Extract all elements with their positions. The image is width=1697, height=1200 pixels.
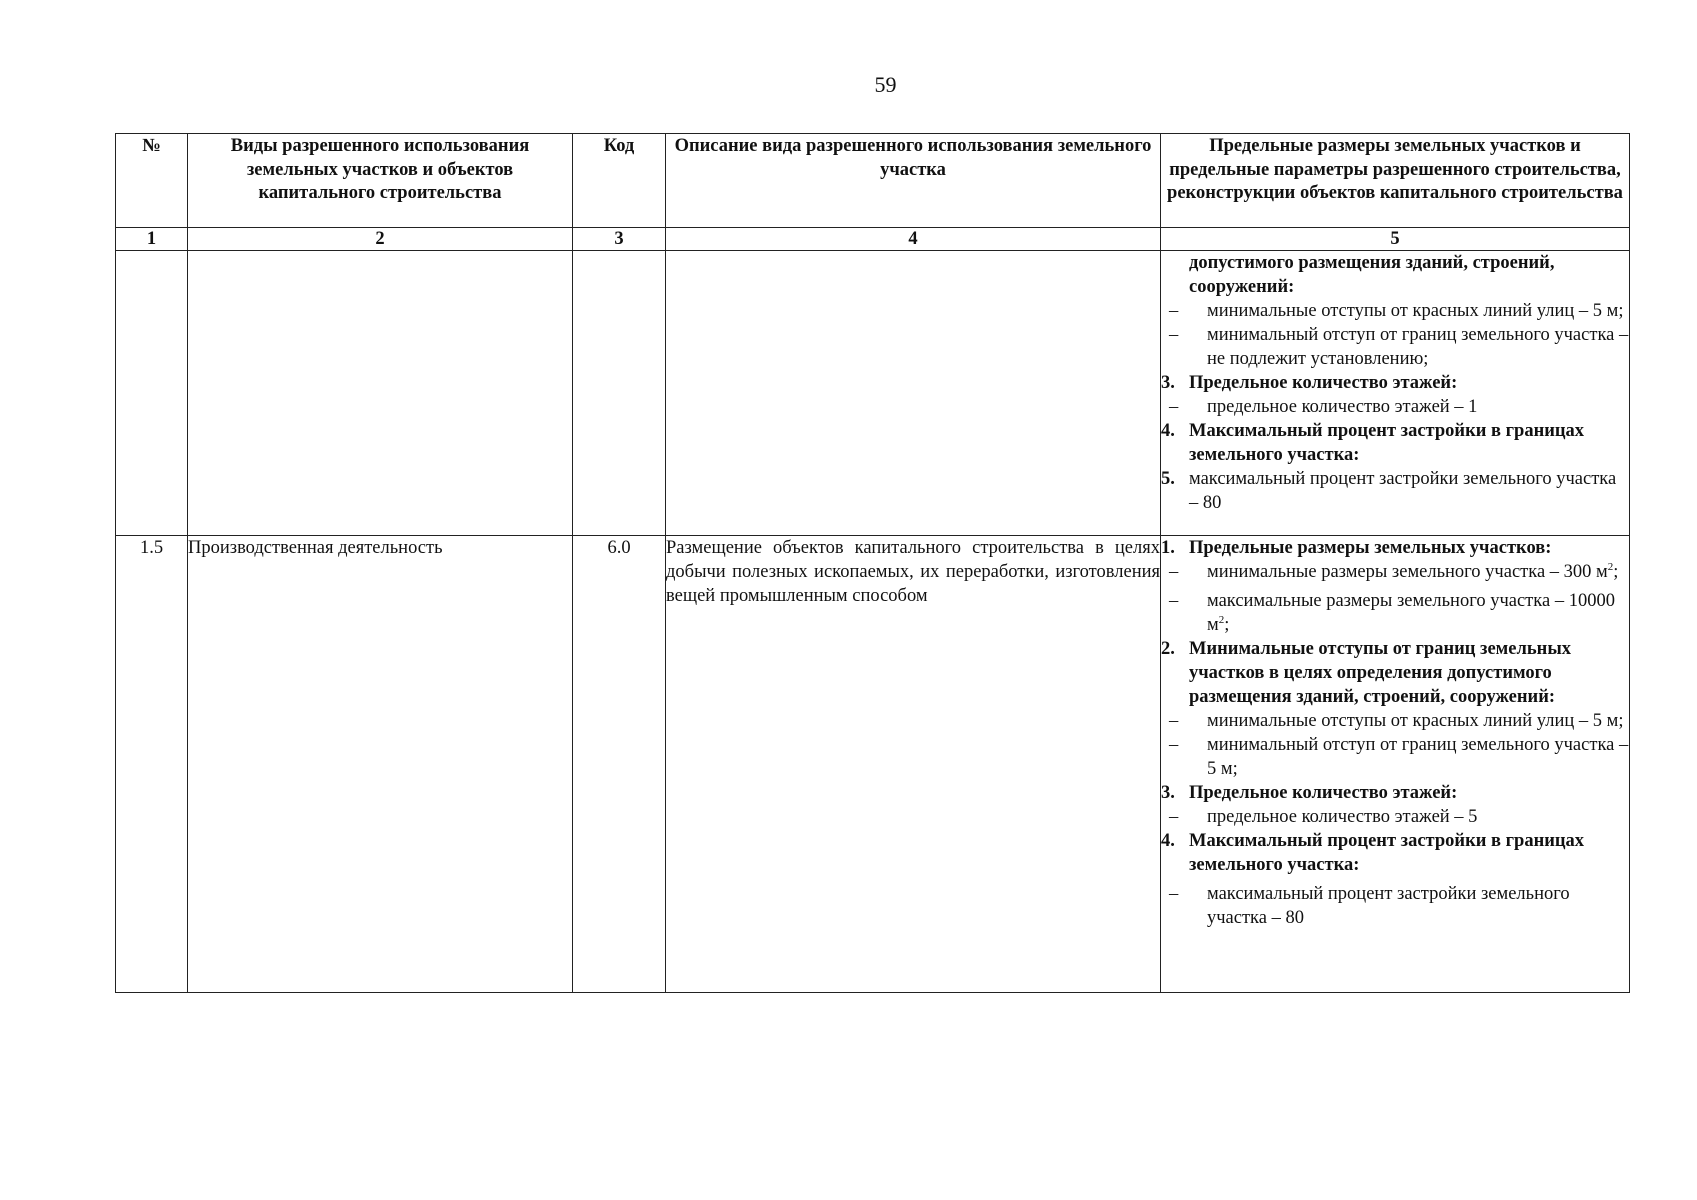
semicolon: ; <box>1613 562 1619 582</box>
item-text: минимальный отступ от границ земельного участка – 5 м; <box>1207 735 1629 779</box>
cell-code: 6.0 <box>573 536 666 993</box>
limits-heading <box>1161 419 1629 467</box>
item-text: минимальный отступ от границ земельного участка – не подлежит установлению; <box>1207 325 1629 369</box>
list-item <box>1161 733 1629 781</box>
list-item <box>1161 467 1629 515</box>
dash-marker: – <box>1169 711 1179 731</box>
column-number: 5 <box>1161 228 1630 251</box>
heading-text: Предельные размеры земельных участков: <box>1189 538 1552 558</box>
list-item <box>1161 805 1629 829</box>
column-number: 3 <box>573 228 666 251</box>
list-marker: 2. <box>1161 639 1175 659</box>
list-item <box>1161 589 1629 637</box>
column-number: 4 <box>666 228 1161 251</box>
item-text: предельное количество этажей – 1 <box>1207 397 1478 417</box>
dash-marker: – <box>1169 735 1179 755</box>
limits-heading <box>1161 637 1629 709</box>
superscript: 2 <box>1607 560 1614 573</box>
semicolon: ; <box>1224 615 1230 635</box>
dash-marker: – <box>1169 397 1179 417</box>
table-row <box>116 536 1630 993</box>
superscript: 2 <box>1218 613 1225 626</box>
heading-text: Предельное количество этажей: <box>1189 373 1458 393</box>
header-description: Описание вида разрешенного использования земельного участка <box>666 134 1161 228</box>
min-size-text: минимальные размеры земельного участка – 300 м <box>1207 562 1608 582</box>
max-size-text: максимальные размеры земельного участка – 10000 м <box>1207 591 1615 635</box>
list-item <box>1161 560 1629 584</box>
dash-marker: – <box>1169 562 1179 582</box>
list-marker: 3. <box>1161 783 1175 803</box>
item-text: максимальный процент застройки земельного участка – 80 <box>1207 884 1570 928</box>
heading-text: Минимальные отступы от границ земельных участков в целях определения допустимого размещения зданий, строений, сооружений: <box>1189 639 1572 707</box>
list-marker: 3. <box>1161 373 1175 393</box>
cell-description <box>666 251 1161 536</box>
list-item <box>1161 709 1629 733</box>
item-text <box>1207 560 1629 584</box>
list-item <box>1161 299 1629 323</box>
heading-text: Максимальный процент застройки в границах земельного участка: <box>1189 831 1585 875</box>
dash-marker: – <box>1169 884 1179 904</box>
cell-type: Производственная деятельность <box>188 536 573 993</box>
cell-limits <box>1161 251 1630 536</box>
limits-heading <box>1161 371 1629 395</box>
header-types: Виды разрешенного использования земельных участков и объектов капитального строительства <box>188 134 573 228</box>
column-number: 2 <box>188 228 573 251</box>
zoning-table <box>115 133 1630 993</box>
dash-marker: – <box>1169 325 1179 345</box>
list-marker: 5. <box>1161 469 1175 489</box>
limits-heading <box>1161 829 1629 877</box>
item-text <box>1207 589 1629 637</box>
cell-code <box>573 251 666 536</box>
item-text: минимальные отступы от красных линий улиц – 5 м; <box>1207 301 1624 321</box>
cell-num: 1.5 <box>116 536 188 993</box>
list-item: допустимого размещения зданий, строений, сооружений: <box>1189 253 1555 297</box>
cell-num <box>116 251 188 536</box>
cell-limits <box>1161 536 1630 993</box>
limits-heading <box>1161 781 1629 805</box>
continued-limits-list <box>1161 251 1629 515</box>
item-text: предельное количество этажей – 5 <box>1207 807 1478 827</box>
cell-description: Размещение объектов капитального строительства в целях добычи полезных ископаемых, их переработки, изготовления вещей промышленным способом <box>666 536 1161 993</box>
table-row <box>116 251 1630 536</box>
list-item <box>1161 882 1629 930</box>
header-num: № <box>116 134 188 228</box>
column-number: 1 <box>116 228 188 251</box>
list-marker: 1. <box>1161 538 1175 558</box>
cell-type <box>188 251 573 536</box>
list-marker: 4. <box>1161 421 1175 441</box>
header-limits: Предельные размеры земельных участков и предельные параметры разрешенного строительства, реконструкции объектов капитального строительства <box>1161 134 1630 228</box>
list-item <box>1161 323 1629 371</box>
dash-marker: – <box>1169 301 1179 321</box>
heading-text: Предельное количество этажей: <box>1189 783 1458 803</box>
header-code: Код <box>573 134 666 228</box>
page-number: 59 <box>874 72 897 97</box>
item-text: максимальный процент застройки земельного участка – 80 <box>1189 469 1617 513</box>
heading-text: Максимальный процент застройки в границах земельного участка: <box>1189 421 1585 465</box>
limits-heading <box>1161 536 1629 560</box>
list-item <box>1161 395 1629 419</box>
item-text: минимальные отступы от красных линий улиц – 5 м; <box>1207 711 1624 731</box>
list-marker: 4. <box>1161 831 1175 851</box>
dash-marker: – <box>1169 591 1179 611</box>
table-header-row <box>116 134 1630 228</box>
column-number-row <box>116 228 1630 251</box>
dash-marker: – <box>1169 807 1179 827</box>
